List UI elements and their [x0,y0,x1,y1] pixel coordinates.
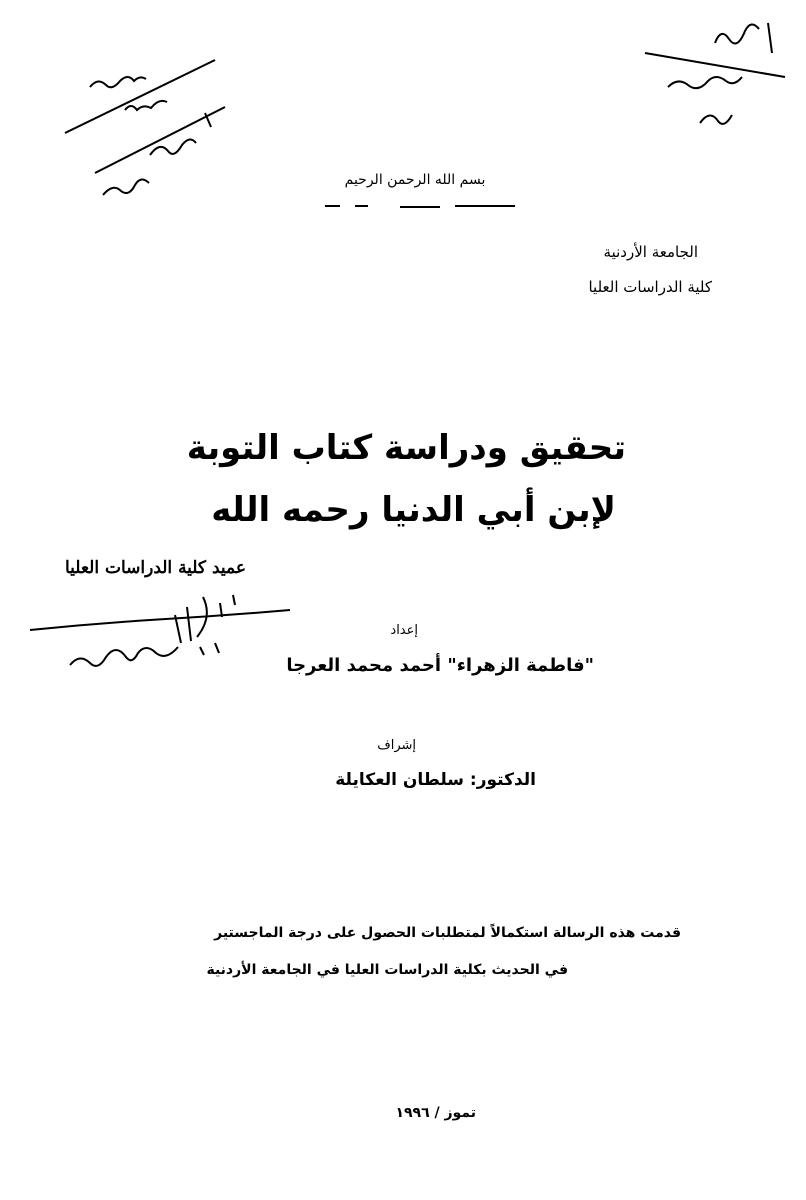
thesis-title-line-2: لإبن أبي الدنيا رحمه الله [211,490,616,530]
author-name: "فاطمة الزهراء" أحمد محمد العرجا [286,655,594,676]
prepared-by-label: إعداد [390,623,418,638]
degree-statement-line-1: قدمت هذه الرسالة استكمالاً لمتطلبات الحصول على درجة الماجستير [214,925,681,941]
submission-date: تموز / ١٩٩٦ [395,1105,476,1121]
handwritten-archive-note-right [640,15,790,135]
university-name: الجامعة الأردنية [603,243,698,261]
thesis-title-line-1: تحقيق ودراسة كتاب التوبة [186,428,626,468]
faculty-name: كلية الدراسات العليا [588,278,712,296]
supervisor-name: الدكتور: سلطان العكايلة [335,770,536,790]
supervision-label: إشراف [377,738,416,753]
dean-handwritten-annotation: عميد كلية الدراسات العليا [65,558,246,578]
dean-signature [25,585,295,685]
basmala-underline [320,200,520,212]
degree-statement-line-2: في الحديث بكلية الدراسات العليا في الجامعة الأردنية [206,962,568,978]
basmala: بسم الله الرحمن الرحيم [344,172,486,188]
handwritten-archive-note-left [55,55,235,205]
